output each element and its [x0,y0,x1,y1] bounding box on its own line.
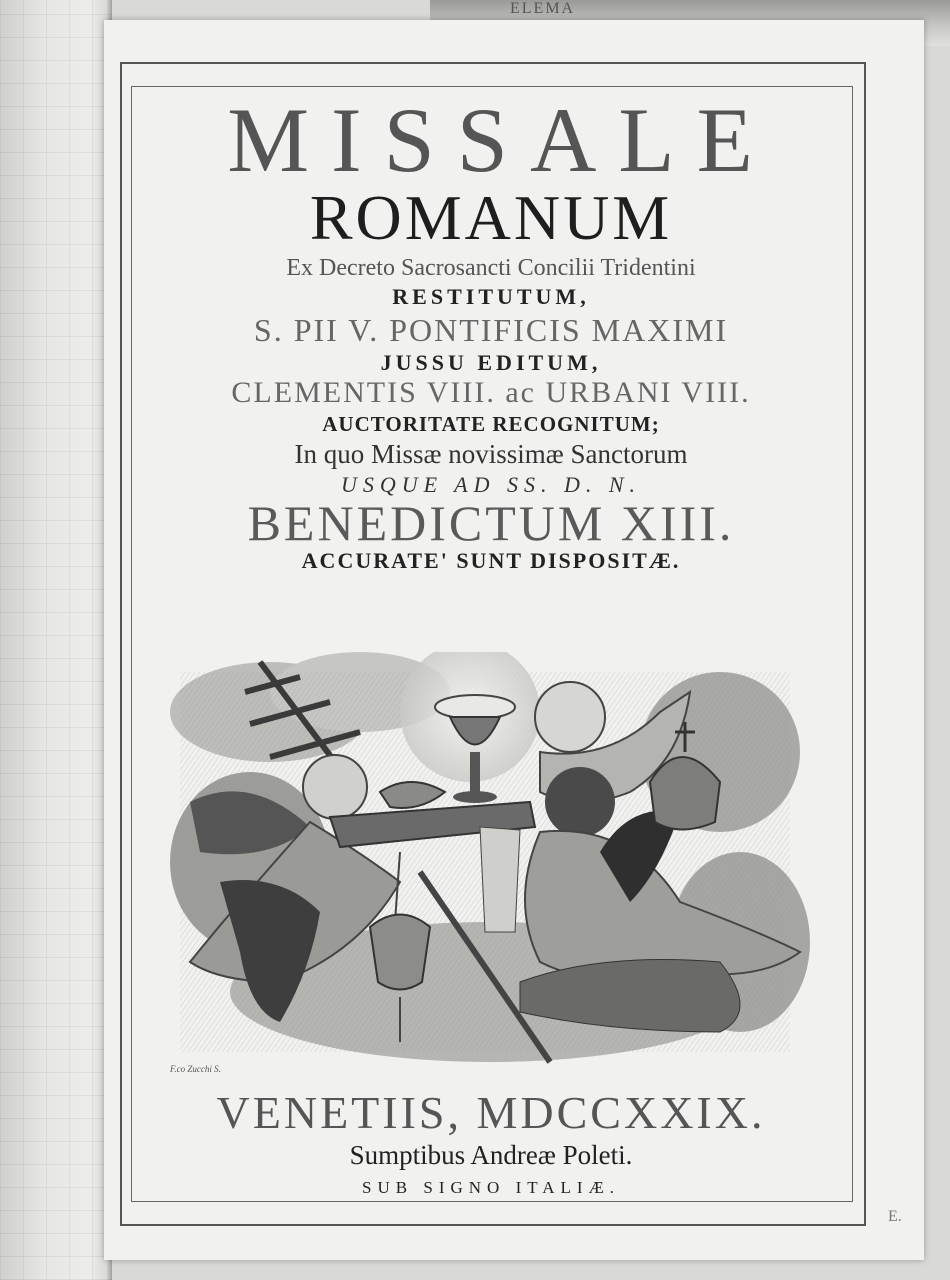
title-text-block [131,86,851,572]
top-scrap-text: ELEMA [510,0,576,17]
title-auctoritate: AUCTORITATE RECOGNITUM; [322,412,660,436]
title-usque: USQUE AD SS. D. N. [340,472,642,497]
title-in-quo: In quo Missæ novissimæ Sanctorum [294,439,688,469]
imprint-block [131,1087,851,1197]
title-benedictum: BENEDICTUM XIII. [247,495,735,551]
title-ex-decreto: Ex Decreto Sacrosancti Concilii Tridentini [286,255,696,281]
cherubs-engraving [160,652,810,1072]
title-missale: MISSALE [227,89,775,191]
engraver-signature: F.co Zucchi S. [170,1064,221,1074]
imprint-publisher: Sumptibus Andreæ Poleti. [349,1140,633,1170]
imprint-sign: SUB SIGNO ITALIÆ. [362,1178,620,1197]
title-restitutum: RESTITUTUM, [392,284,590,309]
imprint-place-date: VENETIIS, MDCCXXIX. [216,1087,766,1138]
title-pii-v: S. PII V. PONTIFICIS MAXIMI [253,312,729,348]
title-clementis: CLEMENTIS VIII. ac URBANI VIII. [231,376,751,409]
title-accurate: ACCURATE' SUNT DISPOSITÆ. [301,548,681,573]
left-binding-margin [0,0,112,1280]
margin-mark: E. [888,1208,902,1225]
title-romanum: ROMANUM [309,182,673,253]
title-jussu-editum: JUSSU EDITUM, [380,350,602,375]
